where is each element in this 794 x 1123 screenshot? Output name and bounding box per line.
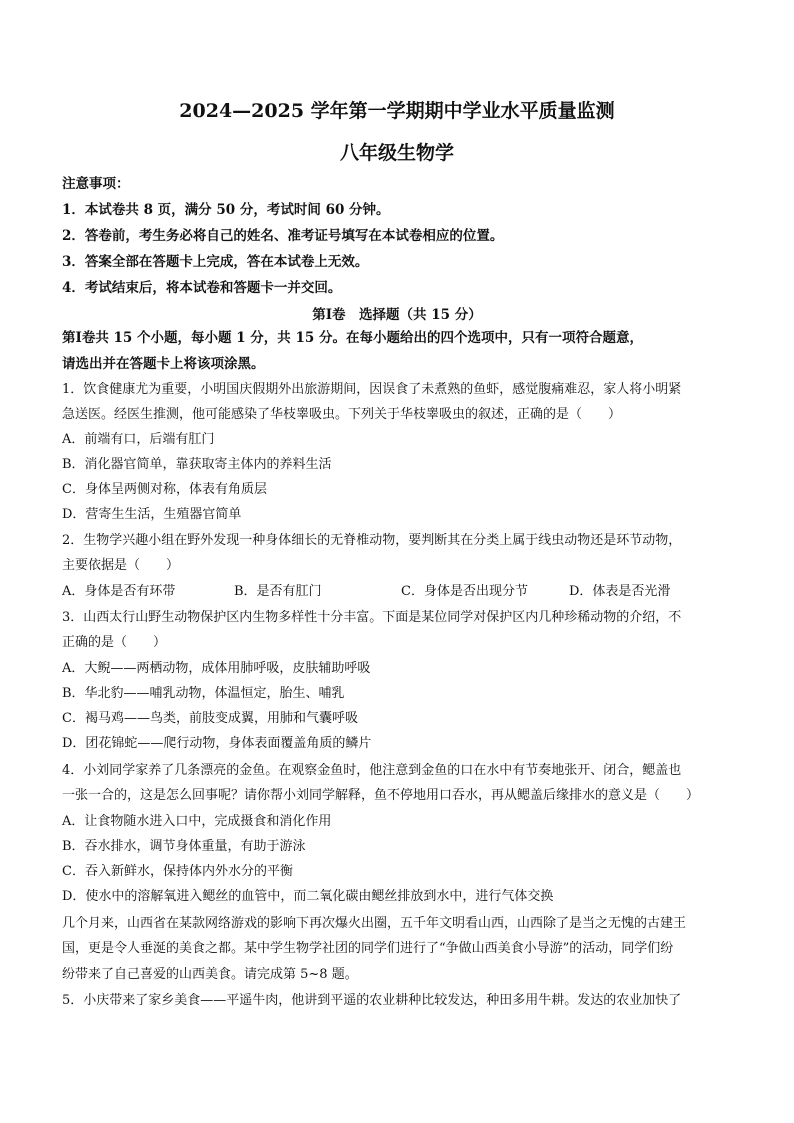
notice-item: 4．考试结束后，将本试卷和答题卡一并交回。	[62, 280, 342, 296]
answer-option: C．褐马鸡——鸟类，前肢变成翼，用肺和气囊呼吸	[62, 711, 358, 726]
notice-item: 1．本试卷共 8 页，满分 50 分，考试时间 60 分钟。	[62, 202, 390, 218]
notice-item: 2．答卷前，考生务必将自己的姓名、准考证号填写在本试卷相应的位置。	[62, 228, 504, 244]
question-stem: 1．饮食健康尤为重要，小明国庆假期外出旅游期间，因误食了未煮熟的鱼虾，感觉腹痛难忍，家人将小明紧	[62, 382, 682, 397]
question-stem: 5．小庆带来了家乡美食——平遥牛肉，他讲到平遥的农业耕种比较发达，种田多用牛耕。发达的农业加快了	[62, 993, 682, 1008]
question-stem: 急送医。经医生推测，他可能感染了华枝睾吸虫。下列关于华枝睾吸虫的叙述，正确的是（ ）	[62, 407, 622, 422]
answer-option: B．是否有肛门	[234, 584, 322, 599]
question-stem: 3．山西太行山野生动物保护区内生物多样性十分丰富。下面是某位同学对保护区内几种珍稀动物的介绍，不	[62, 610, 682, 625]
answer-option: A．身体是否有环带	[62, 584, 176, 599]
reading-passage: 国，更是令人垂涎的美食之都。某中学生物学社团的同学们进行了“争做山西美食小导游”的活动，同学们纷	[62, 941, 674, 956]
answer-option: C．身体是否出现分节	[401, 584, 528, 599]
exam-title: 2024—2025 学年第一学期期中学业水平质量监测	[179, 100, 615, 122]
answer-option: A．前端有口，后端有肛门	[62, 432, 215, 447]
question-stem: 正确的是（ ）	[62, 635, 167, 650]
section-instructions: 请选出并在答题卡上将该项涂黑。	[62, 356, 265, 372]
exam-subject: 八年级生物学	[339, 142, 454, 164]
answer-option: D．团花锦蛇——爬行动物，身体表面覆盖角质的鳞片	[62, 736, 372, 751]
answer-option: D．营寄生生活，生殖器官简单	[62, 507, 242, 522]
notice-item: 3．答案全部在答题卡上完成，答在本试卷上无效。	[62, 254, 369, 270]
question-stem: 主要依据是（ ）	[62, 558, 180, 573]
answer-options-row	[62, 583, 738, 601]
answer-option: B．华北豹——哺乳动物，体温恒定，胎生、哺乳	[62, 686, 345, 701]
answer-option: D．体表是否光滑	[569, 584, 671, 599]
section-instructions: 第Ⅰ卷共 15 个小题，每小题 1 分，共 15 分。在每小题给出的四个选项中，只有一项符合题意，	[62, 330, 643, 346]
answer-option: C．身体呈两侧对称，体表有角质层	[62, 482, 267, 497]
question-stem: 2．生物学兴趣小组在野外发现一种身体细长的无脊椎动物，要判断其在分类上属于线虫动物还是环节动物，	[62, 533, 682, 548]
answer-option: A．让食物随水进入口中，完成摄食和消化作用	[62, 814, 332, 829]
reading-passage: 几个月来，山西省在某款网络游戏的影响下再次爆火出圈，五千年文明看山西，山西除了是当之无愧的古建王	[62, 916, 687, 931]
notice-heading: 注意事项：	[62, 176, 130, 192]
answer-option: B．吞水排水，调节身体重量，有助于游泳	[62, 839, 306, 854]
answer-option: C．吞入新鲜水，保持体内外水分的平衡	[62, 864, 293, 879]
answer-option: B．消化器官简单，靠获取寄主体内的养料生活	[62, 457, 332, 472]
reading-passage: 纷带来了自己喜爱的山西美食。请完成第 5~8 题。	[62, 967, 358, 982]
answer-option: A．大鲵——两栖动物，成体用肺呼吸，皮肤辅助呼吸	[62, 661, 371, 676]
section-title: 第Ⅰ卷 选择题（共 15 分）	[312, 307, 482, 323]
question-stem: 4．小刘同学家养了几条漂亮的金鱼。在观察金鱼时，他注意到金鱼的口在水中有节奏地张开、闭合，鳃盖也	[62, 763, 682, 778]
answer-option: D．使水中的溶解氧进入鳃丝的血管中，而二氧化碳由鳃丝排放到水中，进行气体交换	[62, 889, 554, 904]
question-stem: 一张一合的，这是怎么回事呢？请你帮小刘同学解释，鱼不停地用口吞水，再从鳃盖后缘排水的意义是（ ）	[62, 788, 700, 803]
